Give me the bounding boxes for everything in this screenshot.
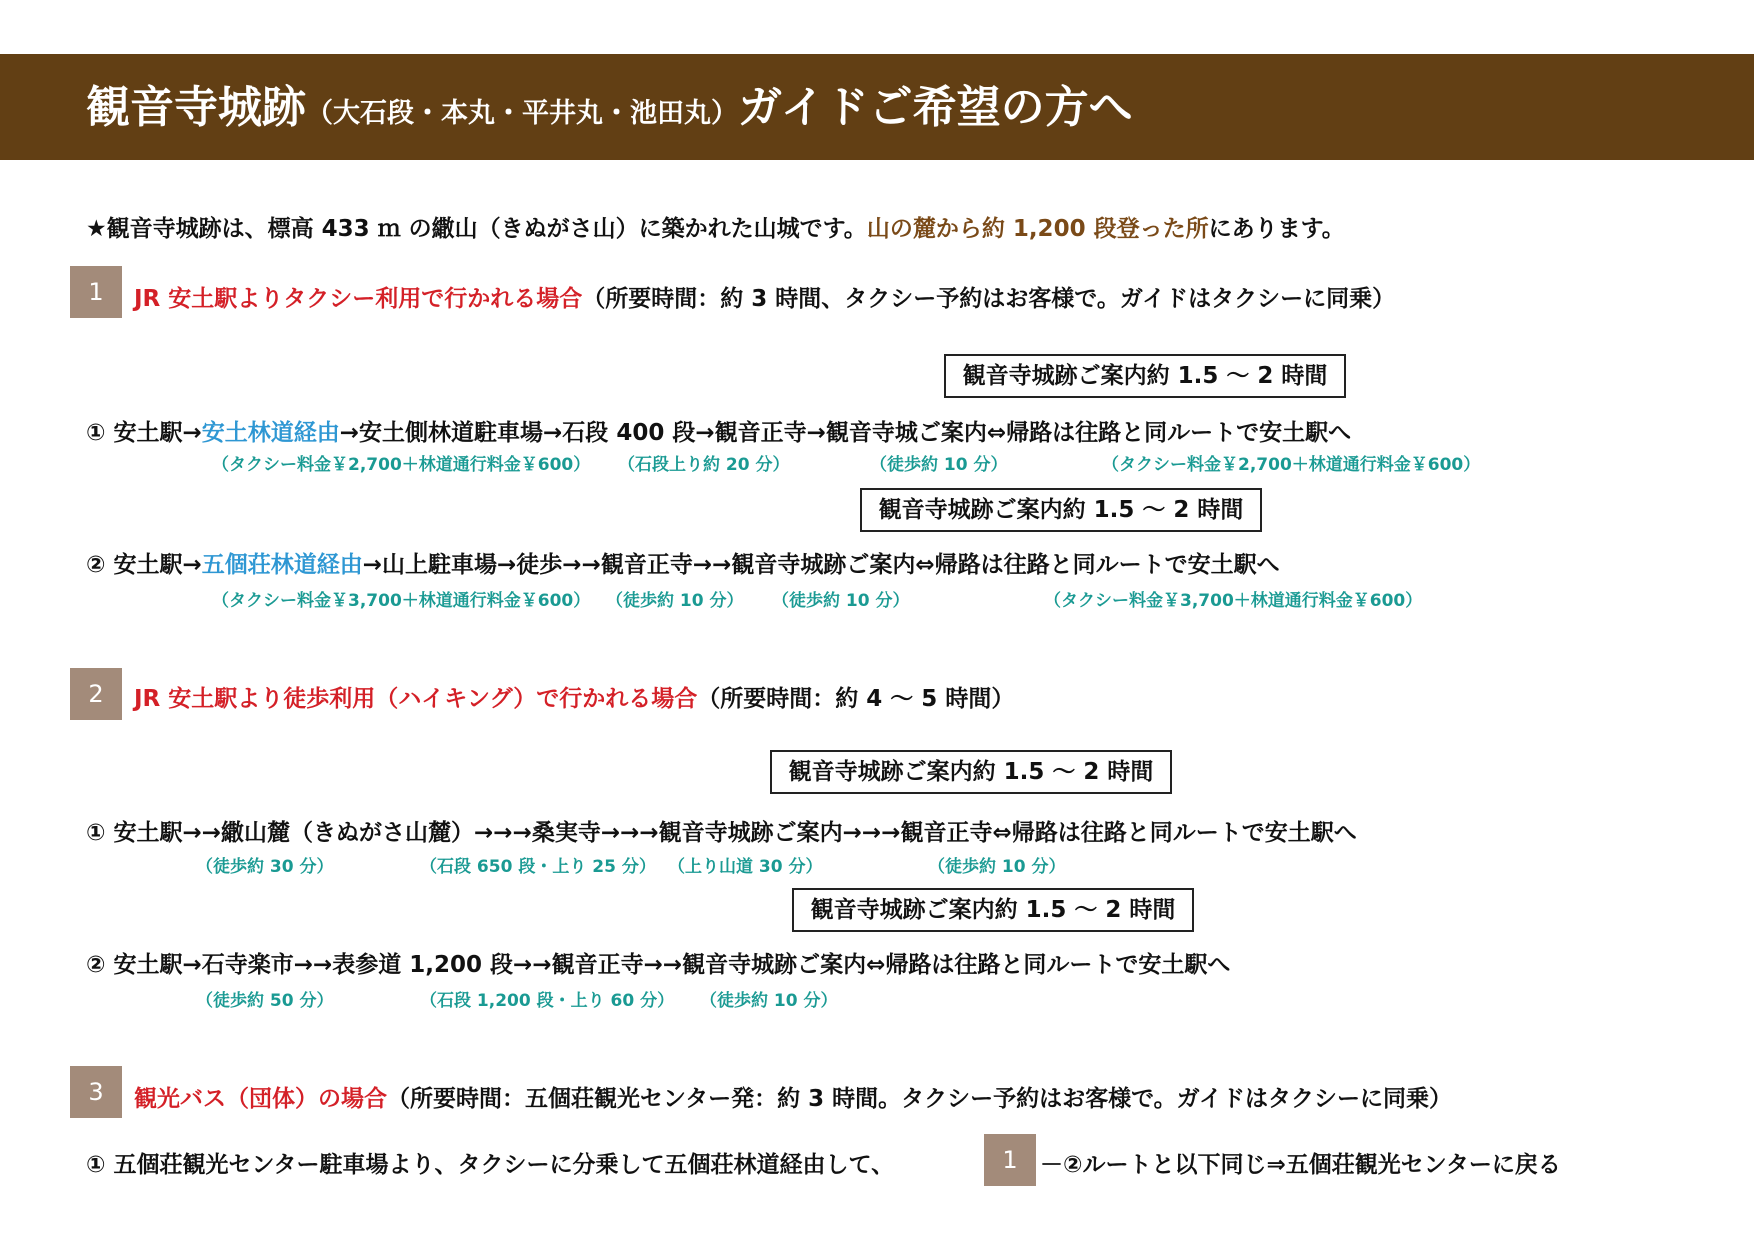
route-text: ② 安土駅→ — [86, 552, 202, 578]
section-2-title-black: （所要時間：約 4 ～ 5 時間） — [697, 686, 1015, 712]
section-1-number: 1 — [70, 266, 122, 318]
route-note: （タクシー料金￥3,700＋林道通行料金￥600） — [212, 591, 591, 611]
section-1-title-red: JR 安土駅よりタクシー利用で行かれる場合 — [134, 286, 583, 312]
section-1-title-black: （所要時間：約 3 時間、タクシー予約はお客様で。ガイドはタクシーに同乗） — [582, 286, 1396, 312]
section-2-title — [134, 680, 1014, 713]
route-1-1 — [86, 414, 1351, 447]
route-note: （石段上り約 20 分） — [618, 455, 790, 475]
page-title — [86, 76, 1133, 149]
route-note: （徒歩約 10 分） — [700, 991, 838, 1011]
route-note: （タクシー料金￥2,700＋林道通行料金￥600） — [1102, 455, 1481, 475]
route-note: （タクシー料金￥3,700＋林道通行料金￥600） — [1044, 591, 1423, 611]
route-note: （徒歩約 10 分） — [772, 591, 910, 611]
title-main: 観音寺城跡 — [86, 82, 306, 133]
route-highlight: 五個荘林道経由 — [201, 552, 363, 578]
route-note: （石段 650 段・上り 25 分） — [420, 857, 656, 877]
section-2-number: 2 — [70, 668, 122, 720]
intro-part1: ★観音寺城跡は、標高 433 ｍ の繖山（きぬがさ山）に築かれた山城です。 — [86, 216, 867, 242]
title-end: ガイドご希望の方へ — [738, 82, 1133, 133]
guide-time-box: 観音寺城跡ご案内約 1.5 ～ 2 時間 — [770, 750, 1172, 794]
section-2-title-red: JR 安土駅より徒歩利用（ハイキング）で行かれる場合 — [134, 686, 698, 712]
route-text: →安土側林道駐車場→石段 400 段→観音正寺→観音寺城ご案内⇔帰路は往路と同ルートで安土駅へ — [339, 420, 1352, 446]
intro-part3: にあります。 — [1208, 216, 1345, 242]
route-note: （上り山道 30 分） — [668, 857, 823, 877]
route-note: （タクシー料金￥2,700＋林道通行料金￥600） — [212, 455, 591, 475]
intro-highlight: 山の麓から約 1,200 段登った所 — [866, 216, 1209, 242]
route-3-1-post: －②ルートと以下同じ⇒五個荘観光センターに戻る — [1040, 1152, 1561, 1178]
title-sub: （大石段・本丸・平井丸・池田丸） — [306, 98, 738, 129]
route-text: ① 安土駅→ — [86, 420, 202, 446]
section-1-title — [134, 280, 1395, 313]
route-note: （徒歩約 10 分） — [870, 455, 1008, 475]
route-text: →山上駐車場→徒歩→→観音正寺→→観音寺城跡ご案内⇔帰路は往路と同ルートで安土駅へ — [362, 552, 1280, 578]
section-3-title-red: 観光バス（団体）の場合 — [134, 1086, 387, 1112]
route-note: （徒歩約 10 分） — [606, 591, 744, 611]
guide-time-box: 観音寺城跡ご案内約 1.5 ～ 2 時間 — [792, 888, 1194, 932]
section-ref-number: 1 — [984, 1134, 1036, 1186]
guide-time-box: 観音寺城跡ご案内約 1.5 ～ 2 時間 — [860, 488, 1262, 532]
route-note: （徒歩約 50 分） — [196, 991, 334, 1011]
route-note: （徒歩約 30 分） — [196, 857, 334, 877]
section-3-title — [134, 1080, 1452, 1113]
guide-time-box: 観音寺城跡ご案内約 1.5 ～ 2 時間 — [944, 354, 1346, 398]
route-note: （徒歩約 10 分） — [928, 857, 1066, 877]
route-3-1-pre: ① 五個荘観光センター駐車場より、タクシーに分乗して五個荘林道経由して、 — [86, 1152, 895, 1178]
intro-text — [86, 210, 1345, 243]
route-2-2: ② 安土駅→石寺楽市→→表参道 1,200 段→→観音正寺→→観音寺城跡ご案内⇔帰路は往路と同ルートで安土駅へ — [86, 952, 1231, 978]
route-1-2 — [86, 546, 1280, 579]
section-3-title-black: （所要時間：五個荘観光センター発：約 3 時間。タクシー予約はお客様で。ガイドはタクシーに同乗） — [387, 1086, 1452, 1112]
route-note: （石段 1,200 段・上り 60 分） — [420, 991, 675, 1011]
route-2-1: ① 安土駅→→繖山麓（きぬがさ山麓）→→→桑実寺→→→観音寺城跡ご案内→→→観音正寺⇔帰路は往路と同ルートで安土駅へ — [86, 820, 1357, 846]
section-3-number: 3 — [70, 1066, 122, 1118]
route-highlight: 安土林道経由 — [201, 420, 340, 446]
